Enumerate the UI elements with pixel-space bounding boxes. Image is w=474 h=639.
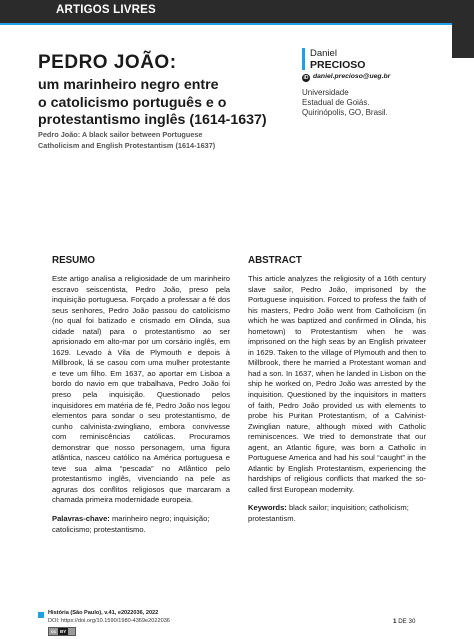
- side-accent-bar: [452, 23, 474, 58]
- section-header-bar: [0, 0, 474, 25]
- author-email-link[interactable]: daniel.precioso@ueg.br: [313, 73, 391, 80]
- resumo-keywords-label: Palavras-chave:: [52, 514, 110, 524]
- subtitle-line: protestantismo inglês (1614-1637): [38, 112, 267, 128]
- abstract-keywords: [248, 503, 426, 524]
- subtitle-line: um marinheiro negro entre: [38, 77, 219, 93]
- abstract-column: [248, 255, 426, 525]
- cc-by-icon[interactable]: [48, 627, 76, 636]
- affiliation-line: Universidade: [302, 88, 349, 97]
- author-accent-bar: [302, 48, 305, 70]
- page-current: 1: [393, 618, 397, 625]
- abstract-keywords-list: black sailor; inquisition; catholicism; protestantism.: [248, 503, 409, 524]
- cc-right-label: BY: [60, 629, 67, 634]
- english-title-line: Pedro João: A black sailor between Portuguese: [38, 130, 203, 139]
- abstract-keywords-label: Keywords:: [248, 503, 287, 513]
- resumo-keywords-list: marinheiro negro; inquisição; catolicismo; protestantismo.: [52, 514, 210, 534]
- orcid-icon[interactable]: iD: [303, 75, 309, 81]
- footer-doi-link[interactable]: DOI: https://doi.org/10.1590/1980-4369e2022036: [48, 618, 170, 624]
- english-title-line: Catholicism and English Protestantism (1614-1637): [38, 140, 216, 150]
- affiliation-line: Quirinópolis, GO, Brasil.: [302, 108, 388, 118]
- author-first-name: Daniel: [310, 48, 337, 59]
- english-title: [38, 130, 288, 151]
- article-title: PEDRO JOÃO:: [38, 52, 177, 73]
- page-total: 30: [408, 618, 416, 625]
- footer-accent-square: [38, 612, 44, 618]
- page-number: [393, 618, 415, 625]
- page-of: DE: [398, 618, 407, 625]
- resumo-column: [52, 255, 230, 535]
- article-subtitle: [38, 77, 288, 130]
- resumo-text: Este artigo analisa a religiosidade de um marinheiro escravo seiscentista, Pedro João, preso pela inquisição portuguesa. Forçado a professar a fé dos seus senhores, Pedro João passou do catolicismo (no qual foi batizado e crismado em Olinda, sua cidade natal) para o protestantismo ao ser aprisionado em alto-mar por um corsário inglês, em 1629. Levado à Vila de Plymouth e depois à Millbrook, lá se casou com uma mulher protestante e teve um filho. Em 1637, ao aportar em Lisboa a bordo do navio em que trabalhava, Pedro João foi preso pela inquisição. Questionado pelos inquisidores em matéria de fé, Pedro João nos legou elementos para sondar o seu protestantismo, de cunho calvinista-zwingliano, embora convivesse com reminiscências católicas. Procuramos demonstrar que nosso personagem, uma figura atlântica, nasceu católico na América portuguesa e teve sua alma “pescada” no Atlântico pelo protestantismo inglês, vivenciando na pele as agruras dos conflitos religiosos que marcaram a chamada primeira modernidade europeia.: [52, 274, 230, 505]
- abstract-heading: ABSTRACT: [248, 255, 302, 266]
- section-label: ARTIGOS LIVRES: [56, 4, 156, 16]
- resumo-keywords: [52, 514, 230, 535]
- abstract-text: This article analyzes the religiosity of a 16th century slave sailor, Pedro João, imprisoned by the Portuguese inquisition. Forced to profess the faith of his masters, Pedro João went from Catholicism (in which he was baptized and confirmed in Olinda, his hometown) to Protestantism when he was imprisoned on the high seas by an English privateer in 1629. Taken to the village of Plymouth and then to Millbrook, there he married a Protestant woman and had a son. In 1637, when he landed in Lisbon on the ship he worked on, Pedro João was arrested by the inquisition. Questioned by the inquisitors in matters of faith, Pedro João provided us with elements to probe his Puritan Protestantism, of a Calvinist-Zwinglian nature, although mixed with Catholic reminiscences. We tried to demonstrate that our agent, an Atlantic figure, was born a Catholic in Portuguese America and had his soul “caught” in the Atlantic by English Protestantism, experiencing the hardships of religious conflicts that marked the so-called first European modernity.: [248, 274, 426, 494]
- resumo-heading: RESUMO: [52, 255, 96, 266]
- affiliation-line: Estadual de Goiás.: [302, 98, 370, 108]
- author-affiliation: [302, 88, 452, 119]
- subtitle-line: o catolicismo português e o: [38, 94, 227, 111]
- footer-journal-citation: História (São Paulo), v.41, e2022036, 2022: [48, 610, 159, 616]
- cc-left-label: cc: [51, 629, 57, 634]
- author-last-name: PRECIOSO: [310, 59, 366, 71]
